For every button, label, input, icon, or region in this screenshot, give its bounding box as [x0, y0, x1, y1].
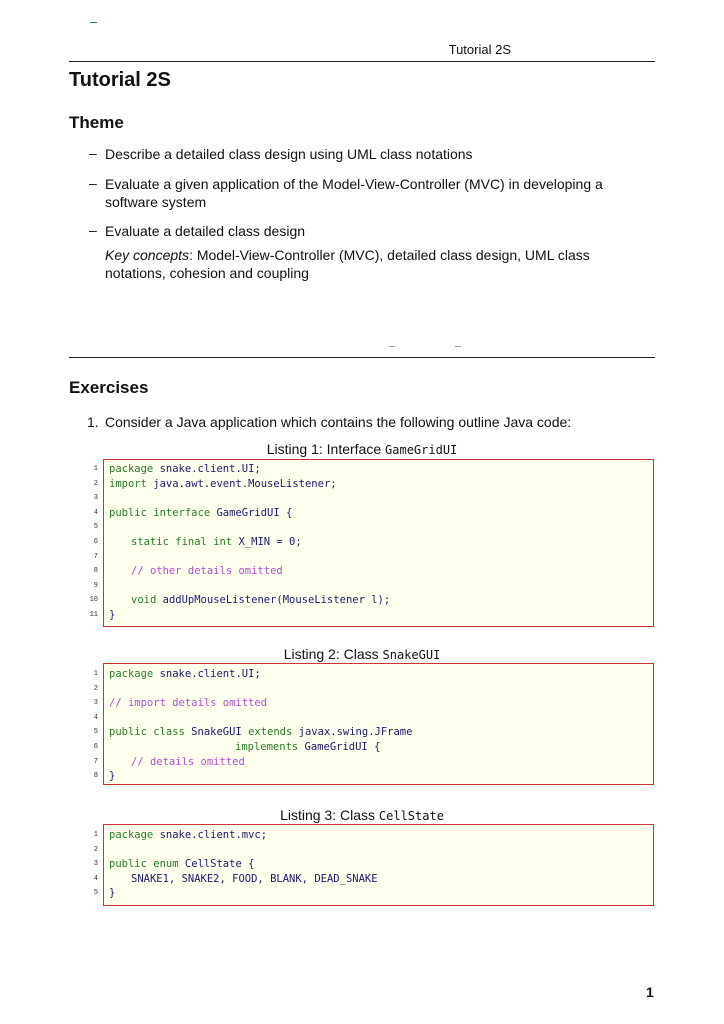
page-number: 1: [646, 984, 654, 1000]
line-number: 3: [93, 494, 98, 503]
code-keyword: package: [109, 829, 154, 841]
code-text: X_MIN = 0;: [232, 536, 302, 548]
line-number: 11: [89, 611, 98, 619]
key-concepts-label: Key concepts: [105, 247, 190, 263]
code-text: GameGridUI {: [298, 741, 381, 753]
code-comment: // import details omitted: [109, 697, 268, 710]
code-keyword: public class: [109, 726, 185, 739]
key-concepts-text: : Model-View-Controller (MVC), detailed class design, UML class notations, cohesion and coupling: [105, 247, 590, 281]
caption-prefix: Listing 2: Class: [283, 646, 383, 662]
code-line: }: [109, 609, 116, 621]
line-number: 2: [93, 479, 98, 488]
bullet-dash: –: [89, 222, 97, 238]
top-mark: [90, 22, 97, 23]
code-line: [109, 477, 337, 492]
line-number: 6: [93, 743, 98, 751]
code-text: CellState {: [178, 858, 255, 871]
caption-prefix: Listing 3: Class: [280, 807, 379, 823]
line-number: 7: [93, 757, 98, 766]
listing-3-caption: [0, 807, 724, 823]
code-line: [131, 535, 302, 550]
caption-code: CellState: [378, 809, 444, 823]
code-line: [235, 740, 380, 755]
key-concepts: [105, 246, 635, 282]
line-number: 1: [93, 670, 98, 678]
line-number: 2: [93, 845, 98, 854]
code-keyword: implements: [235, 741, 299, 753]
bullet-dash: –: [89, 175, 97, 191]
section-rule: [69, 357, 655, 358]
theme-heading: Theme: [69, 113, 124, 132]
line-number: 5: [93, 889, 98, 898]
code-line: [109, 506, 292, 521]
line-number: 2: [93, 684, 98, 693]
code-line: SNAKE1, SNAKE2, FOOD, BLANK, DEAD_SNAKE: [131, 872, 378, 885]
line-number: 7: [93, 552, 98, 561]
separator-mark: [389, 346, 395, 347]
code-keyword: extends: [248, 726, 293, 739]
code-keyword: void: [131, 594, 157, 607]
line-number: 4: [93, 713, 98, 722]
code-line: [131, 564, 283, 579]
line-number: 3: [93, 860, 98, 869]
line-number: 10: [89, 596, 98, 605]
running-header: Tutorial 2S: [448, 42, 511, 57]
code-keyword: import: [109, 477, 147, 490]
line-number: 4: [93, 874, 98, 883]
code-comment: // details omitted: [131, 755, 245, 768]
code-line: [109, 696, 267, 711]
listing-2-caption: [0, 646, 724, 662]
code-line: [131, 593, 390, 608]
line-number: 8: [93, 772, 98, 781]
code-keyword: public enum: [109, 858, 179, 871]
code-line: [131, 755, 245, 770]
line-number: 6: [93, 538, 98, 546]
separator-mark: [455, 346, 461, 347]
code-keyword: package: [109, 463, 154, 475]
listing-1-caption: [0, 441, 724, 457]
line-number: 8: [93, 567, 98, 576]
code-text: snake.client.UI;: [153, 463, 261, 475]
caption-prefix: Listing 1: Interface: [266, 441, 386, 457]
line-number: 5: [93, 728, 98, 737]
code-line: [109, 462, 261, 477]
bullet-dash: –: [89, 145, 97, 161]
code-line: [109, 725, 412, 740]
theme-item: Describe a detailed class design using UML class notations: [105, 146, 473, 162]
code-comment: // other details omitted: [131, 565, 283, 578]
code-text: snake.client.UI;: [153, 668, 261, 680]
line-number: 1: [93, 831, 98, 839]
code-text: SnakeGUI: [184, 726, 249, 739]
code-line: [109, 857, 254, 872]
code-text: java.awt.event.MouseListener;: [146, 477, 337, 490]
code-keyword: public interface: [109, 506, 211, 519]
caption-code: GameGridUI: [385, 443, 458, 457]
code-line: [109, 667, 261, 682]
theme-item: Evaluate a detailed class design: [105, 223, 306, 239]
code-line: }: [109, 770, 116, 783]
code-line: }: [109, 887, 116, 900]
caption-code: SnakeGUI: [382, 648, 441, 662]
question-text: Consider a Java application which contains the following outline Java code:: [105, 414, 572, 430]
exercises-heading: Exercises: [69, 378, 149, 397]
page-title: Tutorial 2S: [69, 69, 171, 91]
line-number: 4: [93, 508, 98, 517]
code-keyword: static final int: [131, 536, 233, 548]
code-keyword: package: [109, 668, 154, 680]
line-number: 9: [93, 581, 98, 590]
code-text: snake.client.mvc;: [153, 829, 268, 841]
theme-item: Evaluate a given application of the Model-View-Controller (MVC) in developing a software system: [105, 176, 603, 210]
line-number: 5: [93, 523, 98, 532]
header-rule: [69, 61, 655, 62]
line-number: 1: [93, 465, 98, 473]
code-text: javax.swing.JFrame: [292, 726, 413, 739]
code-line: [109, 828, 267, 843]
line-number: 3: [93, 699, 98, 708]
code-text: GameGridUI {: [210, 506, 293, 519]
code-text: addUpMouseListener(MouseListener l);: [156, 594, 391, 607]
question-number: 1.: [87, 414, 99, 430]
